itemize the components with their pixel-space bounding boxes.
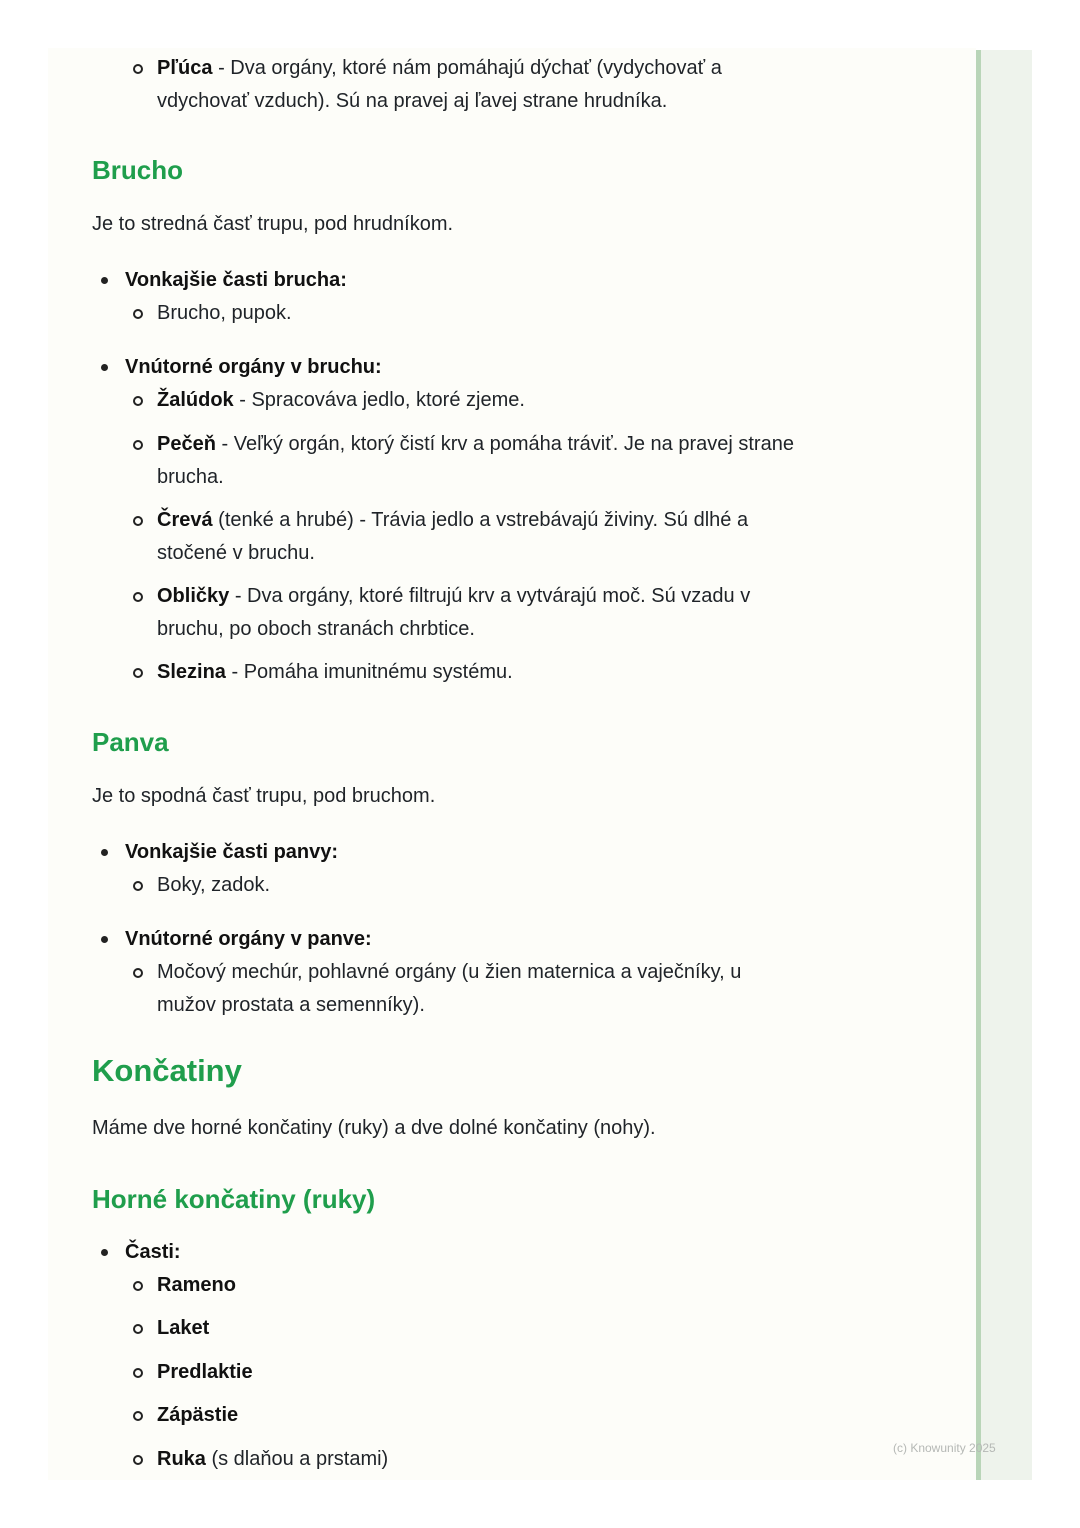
list-item-brucho-outer: Vonkajšie časti brucha: xyxy=(125,269,347,291)
circle-bullet-icon xyxy=(133,516,143,526)
list-item-panva-outer: Vonkajšie časti panvy: xyxy=(125,841,339,863)
heading-panva: Panva xyxy=(92,727,169,757)
circle-bullet-icon xyxy=(133,64,143,74)
circle-bullet-icon xyxy=(133,668,143,678)
circle-bullet-icon xyxy=(133,592,143,602)
disc-bullet-icon xyxy=(101,936,108,943)
disc-bullet-icon xyxy=(101,364,108,371)
circle-bullet-icon xyxy=(133,1281,143,1291)
document-page xyxy=(48,48,976,1480)
circle-bullet-icon xyxy=(133,440,143,450)
part-item: Predlaktie xyxy=(157,1361,253,1383)
circle-bullet-icon xyxy=(133,1455,143,1465)
organ-item: Črevá (tenké a hrubé) - Trávia jedlo a vstrebávajú živiny. Sú dlhé a xyxy=(157,509,749,531)
circle-bullet-icon xyxy=(133,309,143,319)
disc-bullet-icon xyxy=(101,1249,108,1256)
list-item-panva-inner-text: Močový mechúr, pohlavné orgány (u žien maternica a vaječníky, u xyxy=(157,961,742,983)
circle-bullet-icon xyxy=(133,396,143,406)
disc-bullet-icon xyxy=(101,849,108,856)
heading-brucho: Brucho xyxy=(92,155,183,185)
circle-bullet-icon xyxy=(133,1368,143,1378)
part-item: Zápästie xyxy=(157,1404,239,1426)
paragraph-brucho: Je to stredná časť trupu, pod hrudníkom. xyxy=(92,213,454,235)
side-panel xyxy=(976,50,1032,1480)
list-item-pluca-cont: vdychovať vzduch). Sú na pravej aj ľavej strane hrudníka. xyxy=(157,90,668,112)
part-item: Laket xyxy=(157,1317,210,1339)
heading-koncatiny: Končatiny xyxy=(92,1053,242,1088)
heading-horne-koncatiny: Horné končatiny (ruky) xyxy=(92,1184,376,1214)
list-item-brucho-outer-text: Brucho, pupok. xyxy=(157,302,292,324)
list-item-brucho-inner: Vnútorné orgány v bruchu: xyxy=(125,356,382,378)
organ-item-cont: brucha. xyxy=(157,466,224,488)
organ-item: Slezina - Pomáha imunitnému systému. xyxy=(157,661,513,683)
circle-bullet-icon xyxy=(133,968,143,978)
paragraph-koncatiny: Máme dve horné končatiny (ruky) a dve dolné končatiny (nohy). xyxy=(92,1117,656,1139)
organ-item: Žalúdok - Spracováva jedlo, ktoré zjeme. xyxy=(157,389,525,411)
list-item-pluca xyxy=(157,52,722,85)
list-item-panva-outer-text: Boky, zadok. xyxy=(157,874,271,896)
circle-bullet-icon xyxy=(133,1411,143,1421)
text: - Dva orgány, ktoré nám pomáhajú dýchať (vydychovať a xyxy=(212,57,722,79)
circle-bullet-icon xyxy=(133,881,143,891)
paragraph-panva: Je to spodná časť trupu, pod bruchom. xyxy=(92,785,436,807)
watermark: (c) Knowunity 2025 xyxy=(893,1441,996,1455)
part-item: Rameno xyxy=(157,1274,236,1296)
organ-item: Obličky - Dva orgány, ktoré filtrujú krv a vytvárajú moč. Sú vzadu v xyxy=(157,585,751,607)
term-pluca: Pľúca xyxy=(157,57,213,79)
part-item: Ruka (s dlaňou a prstami) xyxy=(157,1448,389,1470)
organ-item-cont: stočené v bruchu. xyxy=(157,542,315,564)
list-item-panva-inner: Vnútorné orgány v panve: xyxy=(125,928,372,950)
list-item-casti: Časti: xyxy=(125,1241,181,1263)
organ-item: Pečeň - Veľký orgán, ktorý čistí krv a pomáha tráviť. Je na pravej strane xyxy=(157,433,794,455)
list-item-panva-inner-cont: mužov prostata a semenníky). xyxy=(157,994,425,1016)
organ-item-cont: bruchu, po oboch stranách chrbtice. xyxy=(157,618,475,640)
disc-bullet-icon xyxy=(101,277,108,284)
circle-bullet-icon xyxy=(133,1324,143,1334)
